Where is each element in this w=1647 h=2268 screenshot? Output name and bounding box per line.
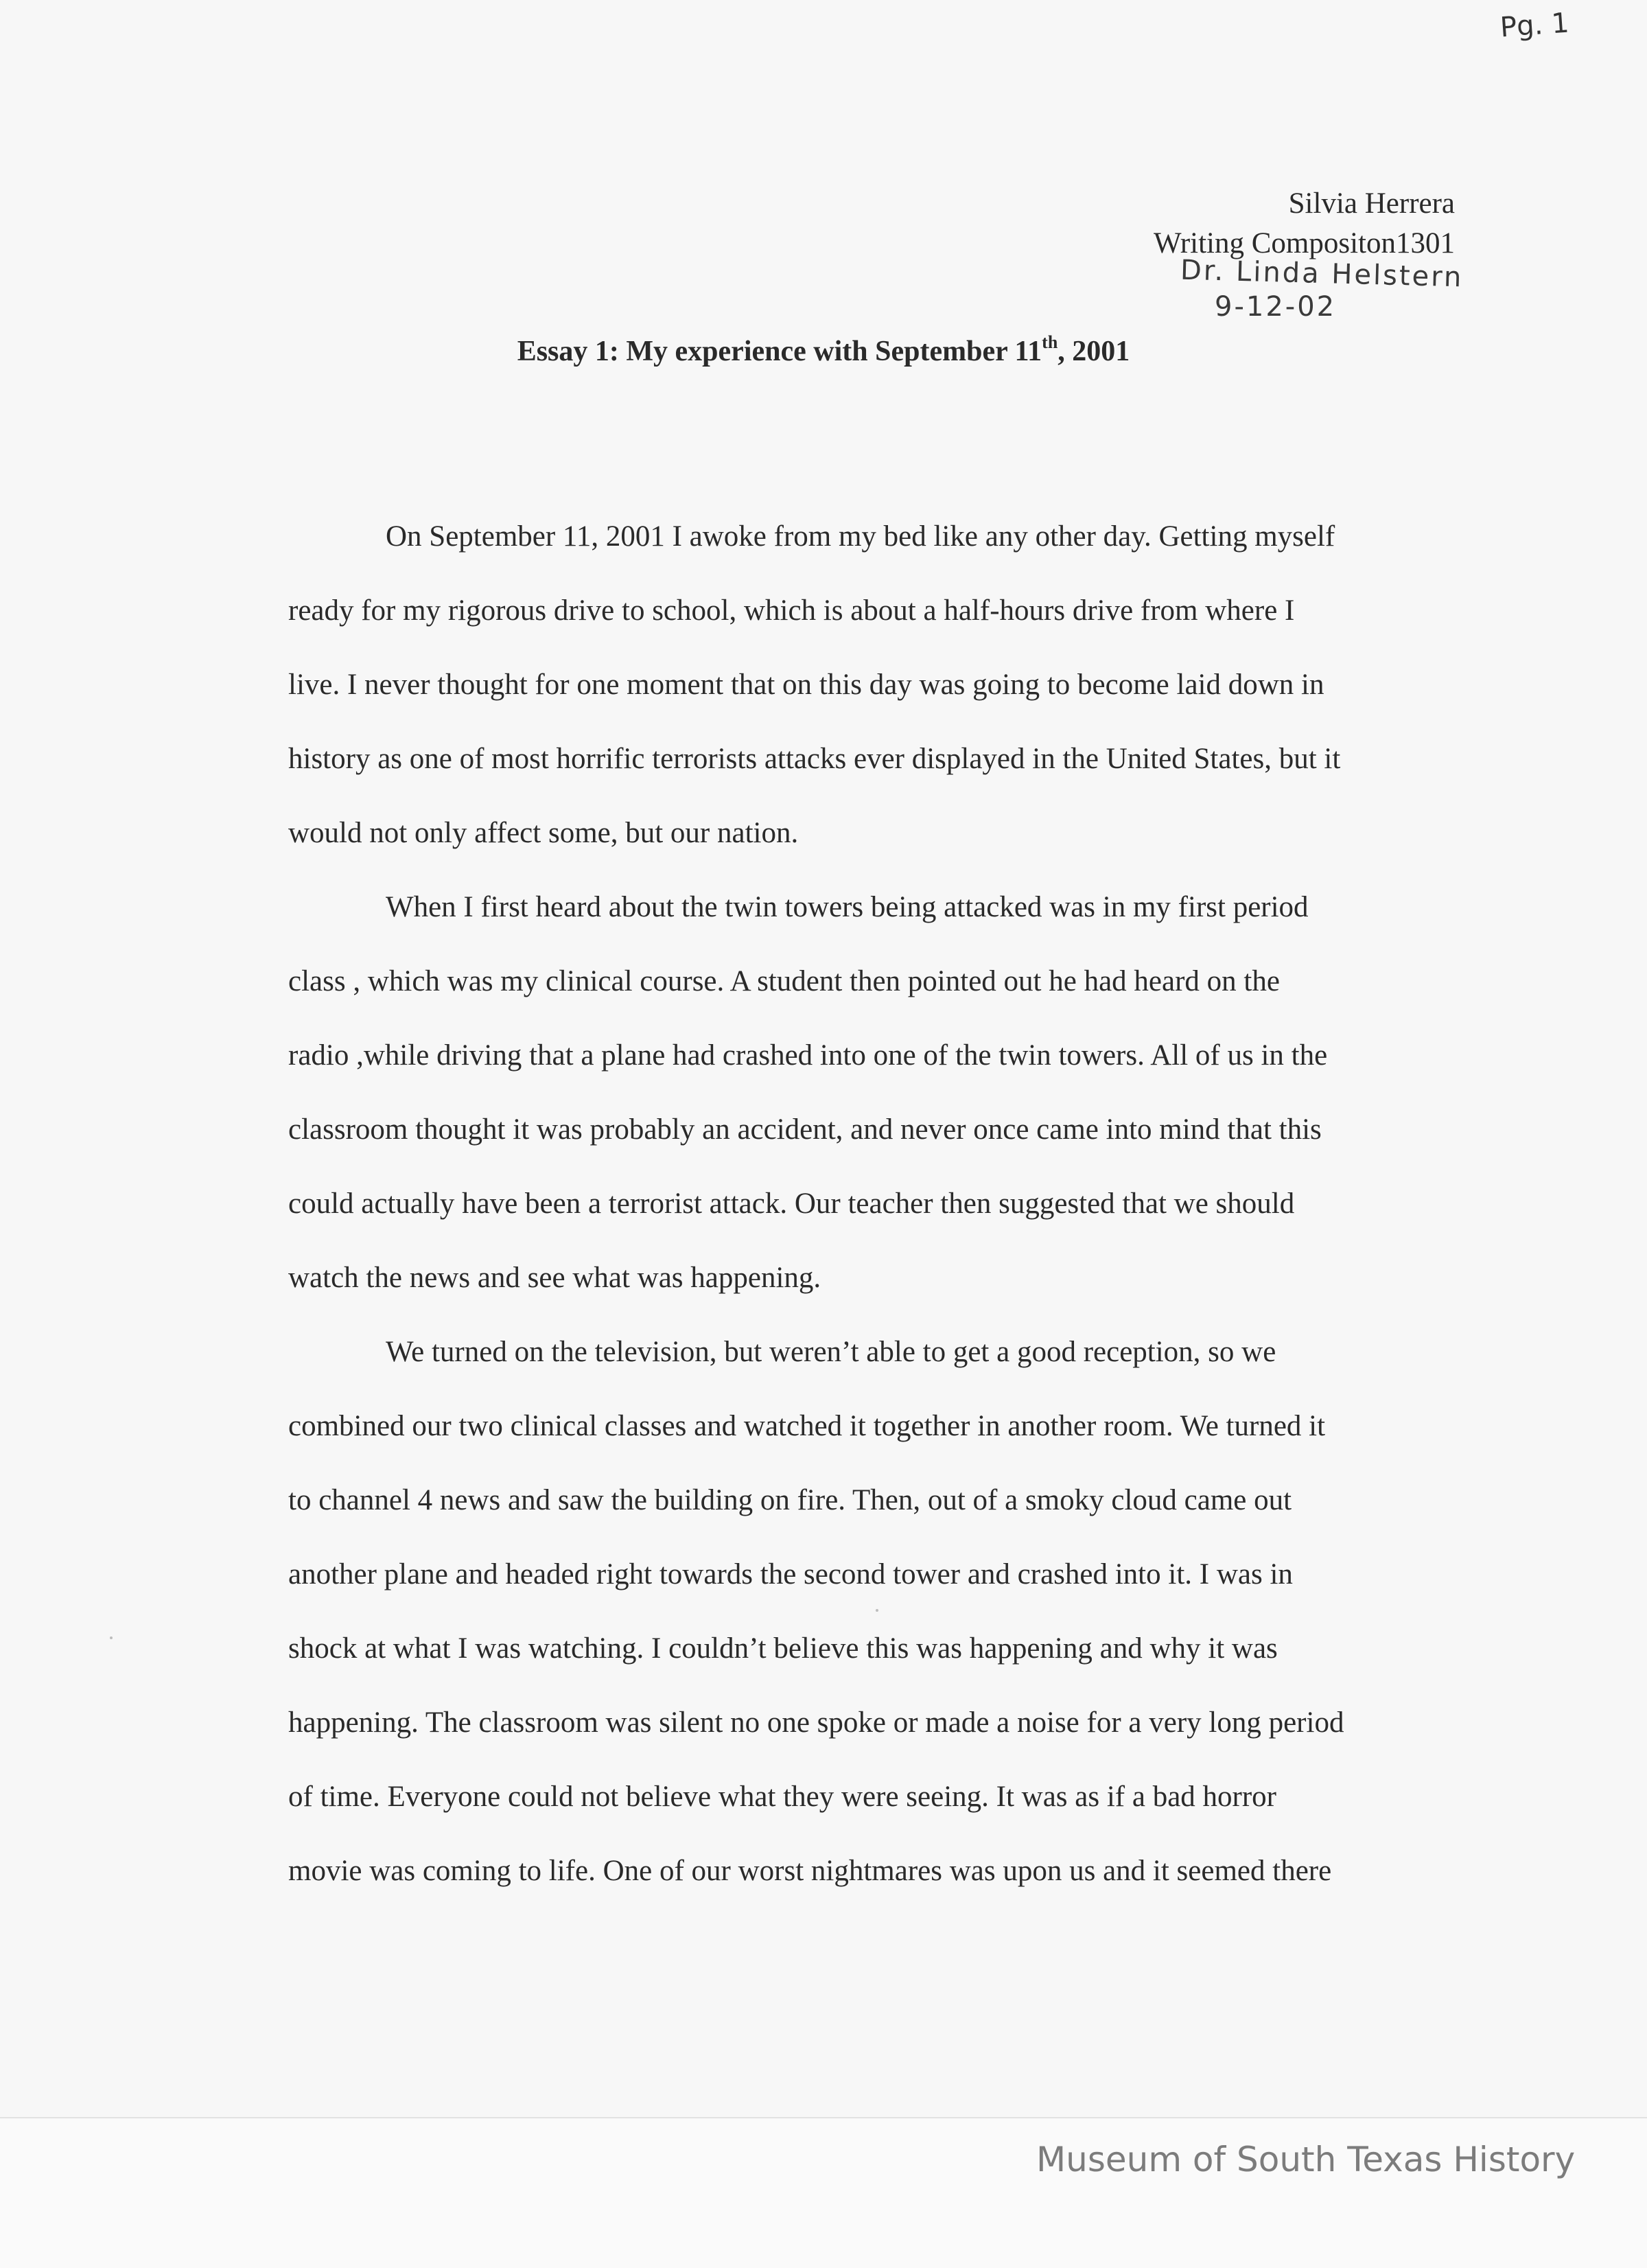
header-block bbox=[1098, 184, 1455, 264]
body-line: happening. The classroom was silent no one spoke or made a noise for a very long period bbox=[288, 1706, 1344, 1739]
museum-watermark: Museum of South Texas History bbox=[1036, 2140, 1576, 2179]
body-line: could actually have been a terrorist attack. Our teacher then suggested that we should bbox=[288, 1188, 1295, 1220]
essay-title-superscript: th bbox=[1042, 332, 1058, 352]
body-line: class , which was my clinical course. A student then pointed out he had heard on the bbox=[288, 965, 1280, 997]
body-line: radio ,while driving that a plane had crashed into one of the twin towers. All of us in the bbox=[288, 1039, 1328, 1072]
body-line: would not only affect some, but our nation. bbox=[288, 817, 799, 849]
essay-title bbox=[0, 332, 1647, 368]
body-line: to channel 4 news and saw the building on fire. Then, out of a smoky cloud came out bbox=[288, 1484, 1292, 1516]
body-line-paragraph-start: We turned on the television, but weren’t able to get a good reception, so we bbox=[386, 1336, 1276, 1368]
essay-body bbox=[288, 516, 1455, 1925]
body-line-paragraph-start: On September 11, 2001 I awoke from my bed like any other day. Getting myself bbox=[386, 520, 1335, 553]
body-line: live. I never thought for one moment that on this day was going to become laid down in bbox=[288, 669, 1324, 701]
essay-title-main: Essay 1: My experience with September 11 bbox=[517, 336, 1042, 367]
course-name: Writing Compositon1301 bbox=[1153, 227, 1455, 259]
scan-speck bbox=[876, 1609, 878, 1612]
essay-title-year: , 2001 bbox=[1058, 336, 1130, 367]
author-name: Silvia Herrera bbox=[1288, 187, 1455, 220]
body-line: of time. Everyone could not believe what they were seeing. It was as if a bad horror bbox=[288, 1781, 1276, 1813]
body-line: ready for my rigorous drive to school, which is about a half-hours drive from where I bbox=[288, 594, 1295, 627]
body-line: movie was coming to life. One of our worst nightmares was upon us and it seemed there bbox=[288, 1855, 1332, 1887]
body-line: history as one of most horrific terrorists attacks ever displayed in the United States, but it bbox=[288, 743, 1341, 775]
body-line: classroom thought it was probably an accident, and never once came into mind that this bbox=[288, 1113, 1322, 1146]
teacher-name-handwritten: Dr. Linda Helstern bbox=[1180, 254, 1464, 294]
body-line: watch the news and see what was happening. bbox=[288, 1262, 821, 1294]
body-line: another plane and headed right towards the second tower and crashed into it. I was in bbox=[288, 1558, 1293, 1590]
body-line-paragraph-start: When I first heard about the twin towers being attacked was in my first period bbox=[386, 891, 1309, 923]
body-line: combined our two clinical classes and watched it together in another room. We turned it bbox=[288, 1410, 1326, 1442]
scan-speck bbox=[110, 1636, 113, 1639]
page-number: Pg. 1 bbox=[1499, 7, 1570, 44]
date-handwritten: 9-12-02 bbox=[1215, 291, 1337, 323]
body-line: shock at what I was watching. I couldn’t believe this was happening and why it was bbox=[288, 1632, 1278, 1665]
